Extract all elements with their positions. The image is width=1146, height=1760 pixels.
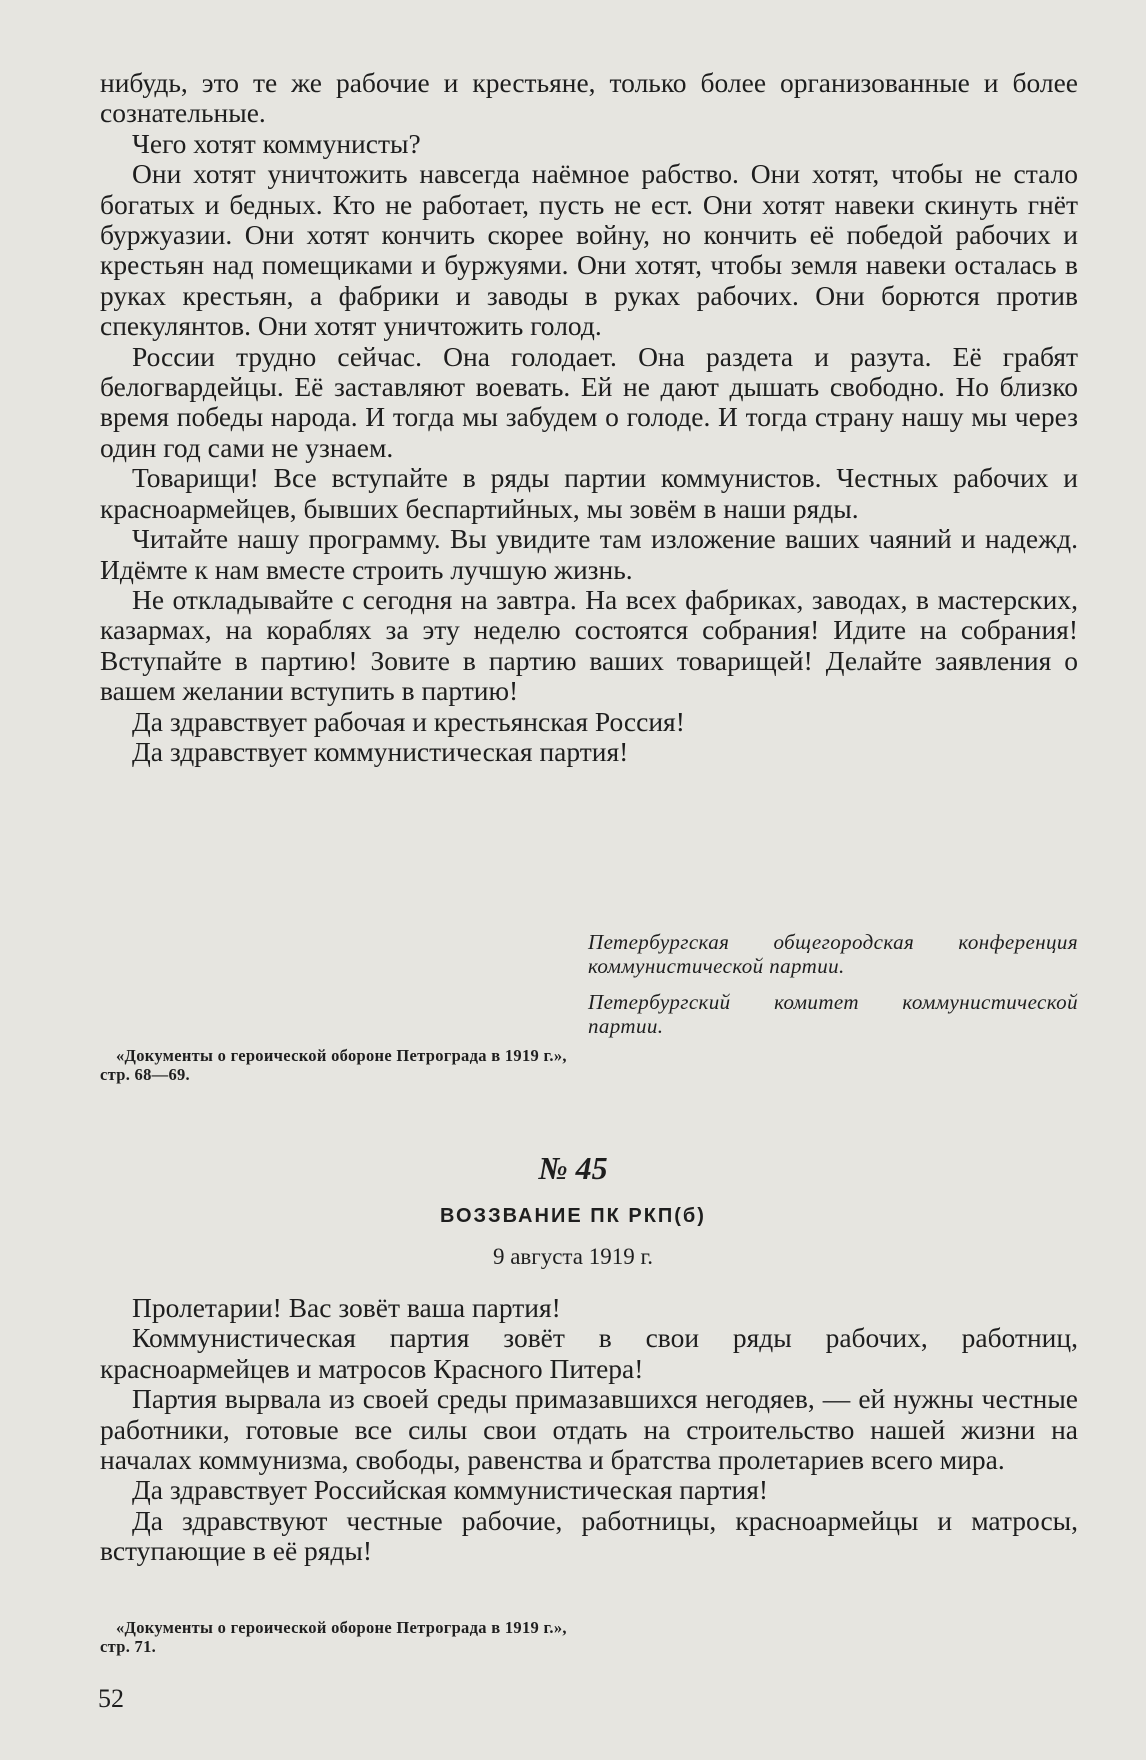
source-citation bbox=[100, 1046, 600, 1084]
paragraph: Не откладывайте с сегодня на завтра. На всех фабриках, заводах, в мастерских, казармах, на кораблях за эту неделю состоятся собрания! Идите на собрания! Вступайте в партию! Зовите в партию ваших товарищей! Делайте заявления о вашем желании вступить в партию! bbox=[100, 583, 1078, 707]
paragraph: Да здравствует коммунистическая партия! bbox=[132, 735, 629, 767]
appeal-text-continued bbox=[100, 68, 1078, 767]
page-number: 52 bbox=[98, 1684, 124, 1713]
signature-committee: Петербургский комитет коммунистической партии. bbox=[588, 990, 1078, 1038]
signature-conference: Петербургская общегородская конференция коммунистической партии. bbox=[588, 930, 1078, 978]
paragraph: Да здравствует Российская коммунистическая партия! bbox=[132, 1474, 769, 1506]
paragraph: Читайте нашу программу. Вы увидите там изложение ваших чаяний и надежд. Идёмте к нам вместе строить лучшую жизнь. bbox=[100, 523, 1078, 585]
document-title: ВОЗЗВАНИЕ ПК РКП(б) bbox=[440, 1205, 706, 1227]
paragraph: Пролетарии! Вас зовёт ваша партия! bbox=[132, 1292, 561, 1323]
source-citation-text: «Документы о героической обороне Петрограда в 1919 г.», стр. 68—69. bbox=[100, 1046, 567, 1084]
document-number: № 45 bbox=[538, 1150, 608, 1186]
signatures bbox=[588, 930, 1078, 1050]
appeal-text bbox=[100, 1293, 1078, 1567]
paragraph: Партия вырвала из своей среды примазавшихся негодяев, — ей нужны честные работники, готовые все силы свои отдать на строительство нашей жизни на началах коммунизма, свободы, равенства и братства пролетариев всего мира. bbox=[100, 1383, 1078, 1476]
document-date: 9 августа 1919 г. bbox=[492, 1244, 654, 1269]
source-citation bbox=[100, 1618, 600, 1656]
paragraph: Они хотят уничтожить навсегда наёмное рабство. Они хотят, чтобы не стало богатых и бедных. Кто не работает, пусть не ест. Они хотят навеки скинуть гнёт буржуазии. Они хотят кончить скорее войну, но кончить её победой рабочих и крестьян над помещиками и буржуями. Они хотят, чтобы земля навеки осталась в руках крестьян, а фабрики и заводы в руках рабочих. Они борются против спекулянтов. Они хотят уничтожить голод. bbox=[100, 158, 1078, 342]
paragraph: Коммунистическая партия зовёт в свои ряды рабочих, работниц, красноармейцев и матросов Красного Питера! bbox=[100, 1322, 1078, 1384]
source-citation-text: «Документы о героической обороне Петрограда в 1919 г.», стр. 71. bbox=[100, 1618, 567, 1656]
paragraph: Да здравствует рабочая и крестьянская Россия! bbox=[132, 705, 685, 737]
paragraph: России трудно сейчас. Она голодает. Она раздета и разута. Её грабят белогвардейцы. Её заставляют воевать. Ей не дают дышать свободно. Но близко время победы народа. И тогда мы забудем о голоде. И тогда страну нашу мы через один год сами не узнаем. bbox=[100, 340, 1078, 463]
paragraph: Да здравствуют честные рабочие, работницы, красноармейцы и матросы, вступающие в её ряды! bbox=[100, 1504, 1078, 1567]
paragraph: Чего хотят коммунисты? bbox=[132, 127, 421, 159]
paragraph: нибудь, это те же рабочие и крестьяне, только более организованные и более сознательные. bbox=[100, 67, 1078, 129]
paragraph: Товарищи! Все вступайте в ряды партии коммунистов. Честных рабочих и красноармейцев, бывших беспартийных, мы зовём в наши ряды. bbox=[100, 462, 1078, 524]
